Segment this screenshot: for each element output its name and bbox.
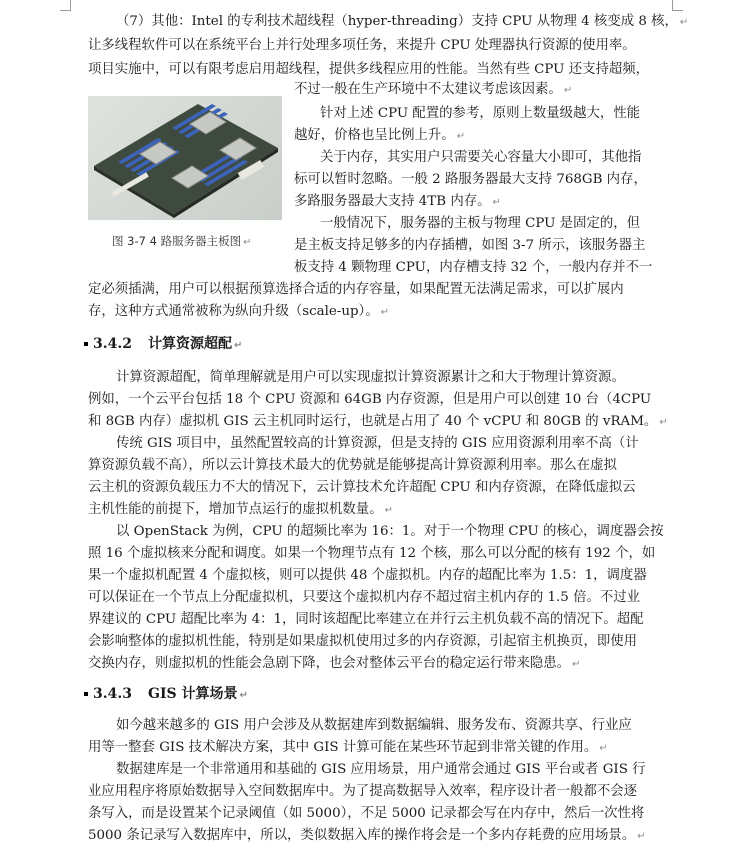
paragraph-mark-icon: ↵ [599,743,608,754]
text-line: （7）其他：Intel 的专利技术超线程（hyper-threading）支持 CPU 从物理 4 核变成 8 核， ↵ [116,14,689,29]
text-line: 用等一整套 GIS 技术解决方案，其中 GIS 计算可能在某些环节起到非常关键的作用。 ↵ [88,740,608,755]
text-line: 定必须插满，用户可以根据预算选择合适的内存容量，如果配置无法满足需求，可以扩展内 [88,282,624,297]
text-line: 存，这种方式通常被称为纵向升级（scale-up）。 ↵ [88,304,390,319]
text-line: 如今越来越多的 GIS 用户会涉及从数据建库到数据编辑、服务发布、资源共享、行业应 [116,718,632,733]
paragraph-mark-icon: ↵ [637,831,646,842]
paragraph-mark-icon: ↵ [492,197,501,208]
text-line: 关于内存，其实用户只需要关心容量大小即可，其他指 [320,150,642,165]
text-line: 云主机的资源负载压力不大的情况下，云计算技术允许超配 CPU 和内存资源，在降低虚拟云 [88,480,636,495]
paragraph-mark-icon: ↵ [563,85,573,96]
paragraph-mark-icon: ↵ [243,237,252,248]
figure-caption: 图 3-7 4 路服务器主板图 ↵ [112,234,252,248]
text-line: 和 8GB 内存）虚拟机 GIS 云主机同时运行，也就是占用了 40 个 vCPU 和 80GB 的 vRAM。 ↵ [88,414,668,429]
heading-bullet [84,692,88,696]
section-heading [84,684,248,706]
text-line: 不过一般在生产环境中不太建议考虑该因素。 ↵ [294,82,573,97]
text-line: 果一个虚拟机配置 4 个虚拟核，则可以提供 48 个虚拟机。内存的超配比率为 1.5：1，调度器 [88,568,647,583]
text-line: 传统 GIS 项目中，虽然配置较高的计算资源，但是支持的 GIS 应用资源利用率不高（计 [116,436,639,451]
text-line: 是主板支持足够多的内存插槽，如图 3-7 所示，该服务器主 [294,238,646,253]
text-line: 例如，一个云平台包括 18 个 CPU 资源和 64GB 内存资源，但是用户可以创建 10 台（4CPU [88,392,652,407]
section-title: 计算资源超配 [147,336,232,352]
text-line: 让多线程软件可以在系统平台上并行处理多项任务，来提升 CPU 处理器执行资源的使用率。 [88,38,636,53]
paragraph-mark-icon: ↵ [456,131,466,142]
text-line: 针对上述 CPU 配置的参考，原则上数量级越大，性能 [320,106,641,121]
text-line: 照 16 个虚拟核来分配和调度。如果一个物理节点有 12 个核，那么可以分配的核有 192 个，如 [88,546,656,561]
paragraph-mark-icon: ↵ [233,340,243,351]
page-corner-mark [672,0,683,11]
text-line: 算资源负载不高），所以云计算技术最大的优势就是能够提高计算资源利用率。那么在虚拟 [88,458,617,473]
paragraph-mark-icon: ↵ [679,17,689,28]
paragraph-mark-icon: ↵ [572,659,581,670]
text-line: 5000 条记录写入数据库中，所以，类似数据入库的操作将会是一个多内存耗费的应用场景。 ↵ [88,828,646,843]
text-line: 项目实施中，可以有限考虑启用超线程，提供多线程应用的性能。当然有些 CPU 还支持超频， [88,62,650,77]
text-line: 条写入，而是设置某个记录阈值（如 5000），不足 5000 记录都会写在内存中，然后一次性将 [88,806,645,821]
section-title: GIS 计算场景 [147,686,238,702]
text-line: 一般情况下，服务器的主板与物理 CPU 是固定的，但 [320,216,641,231]
section-heading [84,334,242,356]
text-line: 数据建库是一个非常通用和基础的 GIS 应用场景，用户通常会通过 GIS 平台或者 GIS 行 [116,762,646,777]
text-line: 主机性能的前提下，增加节点运行的虚拟机数量。 ↵ [88,502,393,517]
paragraph-mark-icon: ↵ [380,307,390,318]
section-number: 3.4.3 [93,686,132,702]
text-line: 可以保证在一个节点上分配虚拟机，只要这个虚拟机内存不超过宿主机内存的 1.5 倍。不过业 [88,590,641,605]
section-number: 3.4.2 [93,336,132,352]
text-line: 会影响整体的虚拟机性能，特别是如果虚拟机使用过多的内存资源，引起宿主机换页，即使用 [88,634,638,649]
text-line: 多路服务器最大支持 4TB 内存。 ↵ [294,194,501,209]
heading-bullet [84,342,88,346]
text-line: 计算资源超配，简单理解就是用户可以实现虚拟计算资源累计之和大于物理计算资源。 [116,370,625,385]
text-line: 界建议的 CPU 超配比率为 4：1，同时该超配比率建立在并行云主机负载不高的情况下。超配 [88,612,644,627]
server-motherboard-photo-icon [88,96,282,220]
text-line: 板支持 4 颗物理 CPU，内存槽支持 32 个，一般内存并不一 [294,260,653,275]
paragraph-mark-icon: ↵ [659,417,668,428]
paragraph-mark-icon: ↵ [239,690,248,701]
text-line: 交换内存，则虚拟机的性能会急剧下降，也会对整体云平台的稳定运行带来隐患。 ↵ [88,656,581,671]
text-line: 标可以暂时忽略。一般 2 路服务器最大支持 768GB 内存， [294,172,647,187]
text-line: 以 OpenStack 为例，CPU 的超频比率为 16：1。对于一个物理 CPU 的核心，调度器会按 [116,524,664,539]
page-corner-mark [60,0,71,11]
paragraph-mark-icon: ↵ [384,505,393,516]
text-line: 业应用程序将原始数据导入空间数据库中。为了提高数据导入效率，程序设计者一般都不会逐 [88,784,638,799]
server-motherboard-figure [88,96,282,220]
text-line: 越好，价格也呈比例上升。 ↵ [294,128,466,143]
